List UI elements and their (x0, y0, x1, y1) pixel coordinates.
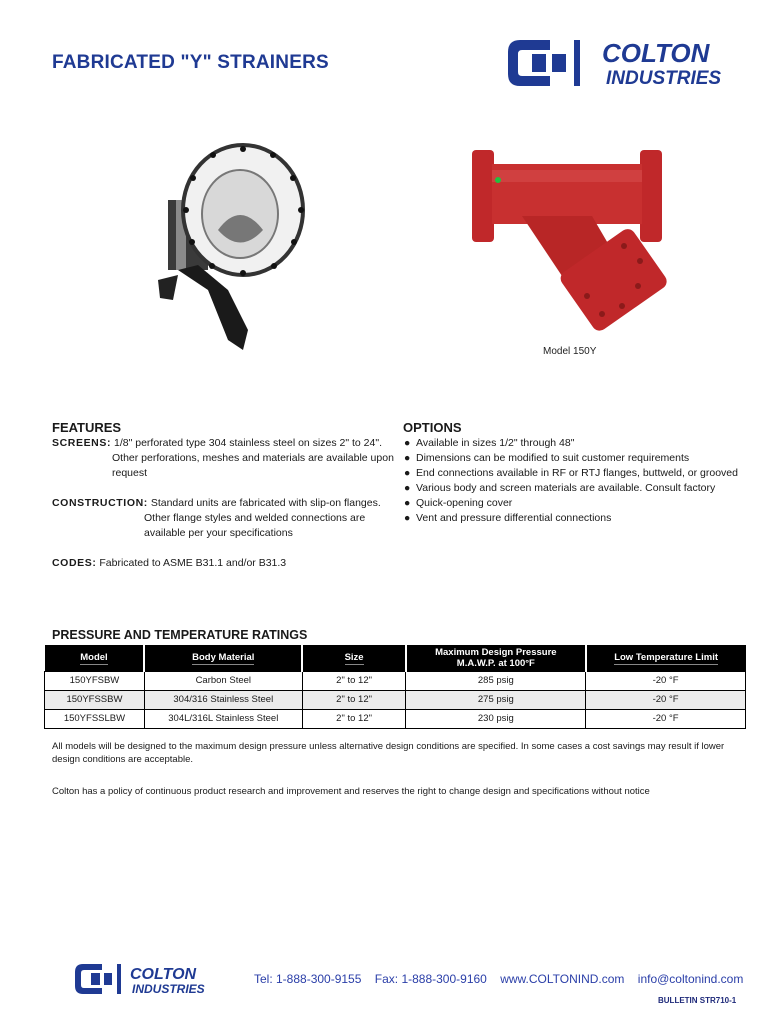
table-row: 150YFSSLBW 304L/316L Stainless Steel 2" to 12" 230 psig -20 °F (45, 709, 746, 728)
footer-contact (254, 972, 753, 986)
bullet-icon: ● (404, 512, 411, 524)
svg-text:COLTON: COLTON (130, 966, 197, 983)
logo-line1: COLTON (602, 38, 710, 68)
column-header-body-material: Body Material (144, 645, 302, 671)
photo-caption: Model 150Y (543, 346, 597, 357)
codes-text: Fabricated to ASME B31.1 and/or B31.3 (99, 557, 287, 569)
email-link[interactable]: info@coltonind.com (637, 972, 744, 986)
table-row: 150YFSBW Carbon Steel 2" to 12" 285 psig -20 °F (45, 671, 746, 690)
screens-block (52, 436, 397, 451)
ratings-table (44, 645, 746, 729)
column-header-size: Size (302, 645, 406, 671)
list-item: ● Various body and screen materials are available. Consult factory (404, 482, 716, 494)
options-heading: OPTIONS (403, 420, 462, 435)
construction-text-line1: Standard units are fabricated with slip-on flanges. (150, 497, 381, 509)
bullet-icon: ● (404, 467, 411, 479)
table-row: 150YFSSBW 304/316 Stainless Steel 2" to 12" 275 psig -20 °F (45, 690, 746, 709)
colton-logo (506, 36, 742, 90)
colton-logo-mark-icon (75, 964, 121, 994)
screens-text-line1: 1/8" perforated type 304 stainless steel on sizes 2" to 24". (113, 437, 382, 449)
list-item: ● Vent and pressure differential connections (404, 512, 612, 524)
screens-text-line3: request (112, 467, 148, 479)
strainer-photo-model-150y (462, 146, 672, 336)
bullet-icon: ● (404, 437, 411, 449)
phone-number: Tel: 1-888-300-9155 (254, 972, 362, 986)
website-link[interactable]: www.COLTONIND.com (500, 972, 625, 986)
logo-line2: INDUSTRIES (606, 68, 722, 89)
column-subheader-mawp: M.A.W.P. at 100°F (456, 657, 535, 669)
list-item: ● Available in sizes 1/2" through 48" (404, 437, 575, 449)
bullet-icon: ● (404, 482, 411, 494)
codes-block (52, 556, 397, 571)
table-header-row (45, 645, 746, 671)
colton-logo-mark-icon (508, 40, 580, 86)
svg-text:INDUSTRIES: INDUSTRIES (132, 982, 205, 996)
column-header-model: Model (45, 645, 145, 671)
list-item: ● Dimensions can be modified to suit customer requirements (404, 452, 690, 464)
list-item: ● Quick-opening cover (404, 497, 513, 509)
screens-label: SCREENS: (52, 437, 112, 449)
strainer-photo-open (148, 140, 318, 355)
construction-block (52, 496, 397, 511)
bullet-icon: ● (404, 452, 411, 464)
screens-text-line2: Other perforations, meshes and materials are available upon (112, 452, 394, 464)
bulletin-number: BULLETIN STR710-1 (658, 996, 737, 1005)
bullet-icon: ● (404, 497, 411, 509)
construction-label: CONSTRUCTION: (52, 497, 148, 509)
fax-number: Fax: 1-888-300-9160 (374, 972, 487, 986)
column-header-max-pressure: Maximum Design Pressure M.A.W.P. at 100°F (406, 645, 586, 671)
column-header-low-temp: Low Temperature Limit (586, 645, 746, 671)
construction-text-line2: Other flange styles and welded connections are (144, 512, 366, 524)
options-list (404, 436, 738, 526)
list-item: ● End connections available in RF or RTJ flanges, buttweld, or grooved (404, 467, 738, 479)
construction-text-line3: available per your specifications (144, 527, 293, 539)
colton-logo-footer (74, 962, 214, 996)
design-pressure-note: All models will be designed to the maximum design pressure unless alternative design conditions are specified. In some cases a cost savings may result if lower design conditions are acceptable. (52, 741, 725, 765)
page-title: FABRICATED "Y" STRAINERS (52, 52, 329, 73)
ratings-heading: PRESSURE AND TEMPERATURE RATINGS (52, 628, 308, 642)
codes-label: CODES: (52, 557, 97, 569)
features-heading: FEATURES (52, 420, 122, 435)
policy-note: Colton has a policy of continuous product research and improvement and reserves the right to change design and specifications without notice (52, 786, 650, 797)
